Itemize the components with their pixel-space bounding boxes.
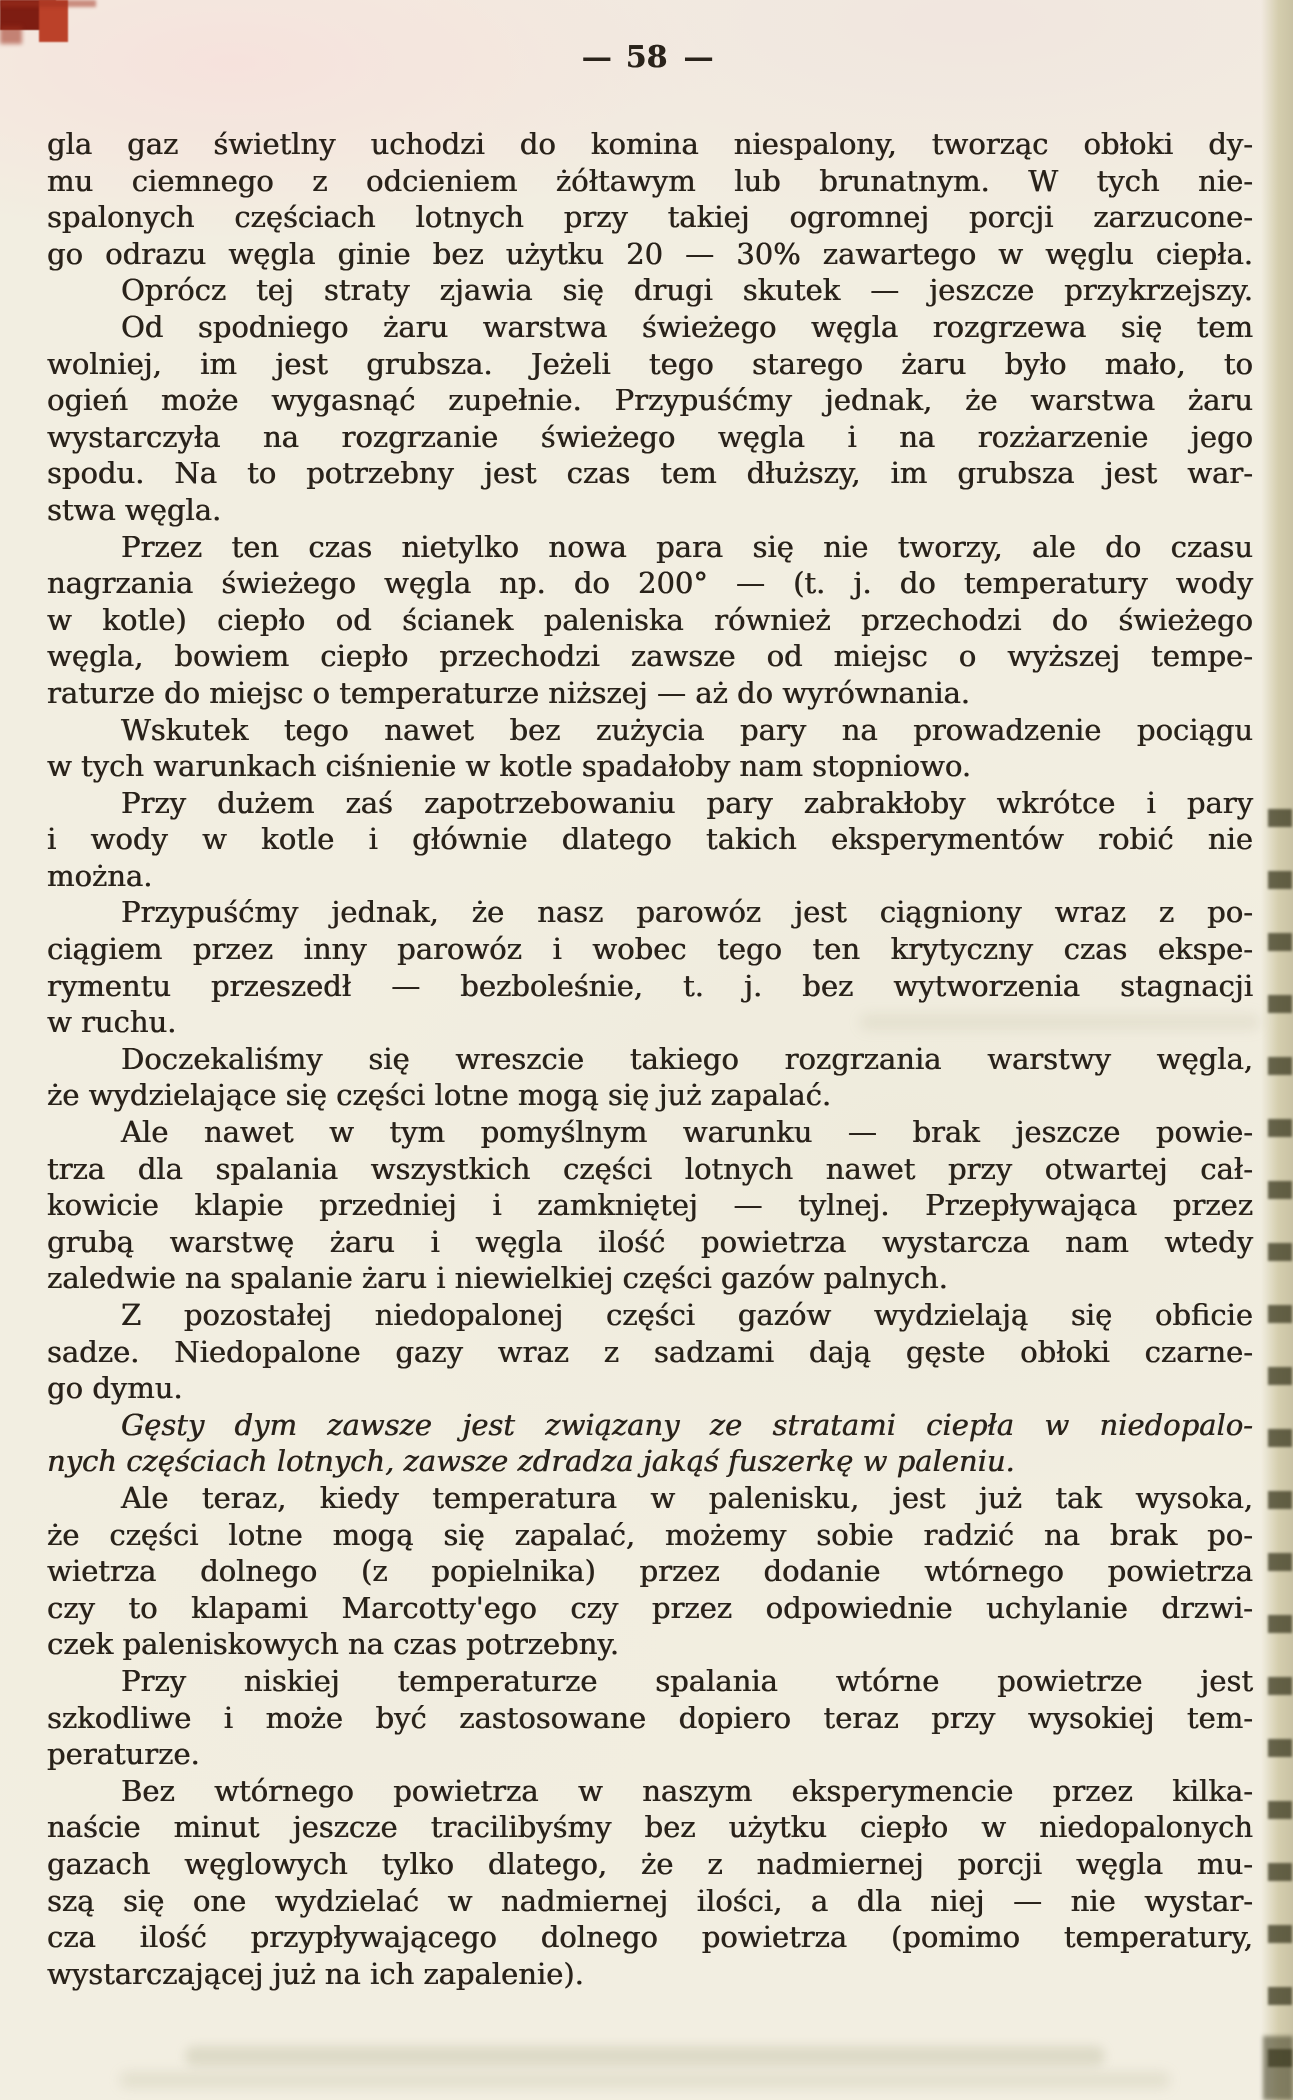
- text-line: nagrzania świeżego węgla np. do 200° — (t. j. do temperatury wody: [47, 566, 1253, 601]
- page-edge-bottom-shadow: [1263, 2036, 1293, 2100]
- text-line: w tych warunkach ciśnienie w kotle spadałoby nam stopniowo.: [47, 749, 972, 784]
- text-line: mu ciemnego z odcieniem żółtawym lub brunatnym. W tych nie-: [47, 163, 1253, 198]
- text-line: naście minut jeszcze tracilibyśmy bez użytku ciepło w niedopalonych: [47, 1810, 1253, 1845]
- text-line: rymentu przeszedł — bezboleśnie, t. j. bez wytworzenia stagnacji: [47, 968, 1253, 1003]
- text-line: gazach węglowych tylko dlatego, że z nadmiernej porcji węgla mu-: [47, 1846, 1253, 1881]
- text-line: Przy dużem zaś zapotrzebowaniu pary zabrakłoby wkrótce i pary: [121, 785, 1253, 820]
- text-line: grubą warstwę żaru i węgla ilość powietrza wystarcza nam wtedy: [47, 1224, 1253, 1259]
- text-line: Ale teraz, kiedy temperatura w palenisku, jest już tak wysoka,: [121, 1480, 1253, 1515]
- bleed-through-smudge: [185, 2046, 1105, 2066]
- text-line: można.: [47, 858, 153, 893]
- text-line: Od spodniego żaru warstwa świeżego węgla rozgrzewa się tem: [121, 309, 1253, 344]
- text-line: sadze. Niedopalone gazy wraz z sadzami dają gęste obłoki czarne-: [47, 1334, 1253, 1369]
- text-line: Doczekaliśmy się wreszcie takiego rozgrzania warstwy węgla,: [121, 1041, 1253, 1076]
- page-number-left-dash: —: [581, 40, 610, 75]
- text-line: czy to klapami Marcotty'ego czy przez odpowiednie uchylanie drzwi-: [47, 1590, 1253, 1625]
- text-line: spalonych częściach lotnych przy takiej ogromnej porcji zarzucone-: [47, 200, 1253, 235]
- page-edge-binding-marks: [1268, 765, 1292, 2100]
- text-line: w ruchu.: [47, 1005, 177, 1040]
- text-line: Przy niskiej temperaturze spalania wtórne powietrze jest: [121, 1663, 1253, 1698]
- text-line: wietrza dolnego (z popielnika) przez dodanie wtórnego powietrza: [47, 1554, 1253, 1589]
- text-line: wolniej, im jest grubsza. Jeżeli tego starego żaru było mało, to: [47, 346, 1253, 381]
- text-line: go odrazu węgla ginie bez użytku 20 — 30% zawartego w węglu ciepła.: [47, 236, 1253, 271]
- text-line: szą się one wydzielać w nadmiernej ilości, a dla niej — nie wystar-: [47, 1883, 1253, 1918]
- text-line: że części lotne mogą się zapalać, możemy sobie radzić na brak po-: [47, 1517, 1253, 1552]
- text-line: spodu. Na to potrzebny jest czas tem dłuższy, im grubsza jest war-: [47, 456, 1253, 491]
- text-line: węgla, bowiem ciepło przechodzi zawsze od miejsc o wyższej tempe-: [47, 639, 1253, 674]
- text-line: kowicie klapie przedniej i zamkniętej — tylnej. Przepływająca przez: [47, 1188, 1253, 1223]
- page-number-right-dash: —: [683, 40, 712, 75]
- text-line: cza ilość przypływającego dolnego powietrza (pomimo temperatury,: [47, 1920, 1253, 1955]
- text-line: gla gaz świetlny uchodzi do komina niespalony, tworząc obłoki dy-: [47, 127, 1253, 161]
- text-line: ogień może wygasnąć zupełnie. Przypuśćmy jednak, że warstwa żaru: [47, 383, 1253, 418]
- text-line: ciągiem przez inny parowóz i wobec tego ten krytyczny czas ekspe-: [47, 932, 1253, 967]
- text-line: Przypuśćmy jednak, że nasz parowóz jest ciągniony wraz z po-: [121, 895, 1253, 930]
- text-line: w kotle) ciepło od ścianek paleniska również przechodzi do świeżego: [47, 602, 1253, 637]
- text-line: stwa węgla.: [47, 492, 222, 527]
- text-line: szkodliwe i może być zastosowane dopiero teraz przy wysokiej tem-: [47, 1700, 1253, 1735]
- text-line: trza dla spalania wszystkich części lotnych nawet przy otwartej cał-: [47, 1151, 1253, 1186]
- text-line: Ale nawet w tym pomyślnym warunku — brak jeszcze powie-: [121, 1115, 1253, 1150]
- text-line: Przez ten czas nietylko nowa para się nie tworzy, ale do czasu: [121, 529, 1253, 564]
- text-line: wystarczającej już na ich zapalenie).: [47, 1956, 584, 1991]
- text-line: Gęsty dym zawsze jest związany ze stratami ciepła w niedopalo-: [121, 1407, 1253, 1442]
- text-line: go dymu.: [47, 1371, 183, 1406]
- page-number-header: [0, 40, 1293, 75]
- bleed-through-smudge: [120, 2072, 1170, 2088]
- text-column: [47, 126, 1253, 1992]
- text-line: Oprócz tej straty zjawia się drugi skutek — jeszcze przykrzejszy.: [121, 273, 1253, 308]
- text-line: i wody w kotle i głównie dlatego takich eksperymentów robić nie: [47, 822, 1253, 857]
- text-line: Wskutek tego nawet bez zużycia pary na prowadzenie pociągu: [121, 712, 1253, 747]
- text-line: peraturze.: [47, 1737, 200, 1772]
- text-line: Z pozostałej niedopalonej części gazów wydzielają się obficie: [121, 1298, 1253, 1332]
- text-line: Bez wtórnego powietrza w naszym eksperymencie przez kilka-: [121, 1773, 1253, 1808]
- text-line: zaledwie na spalanie żaru i niewielkiej części gazów palnych.: [47, 1261, 948, 1296]
- text-line: że wydzielające się części lotne mogą się już zapalać.: [47, 1078, 832, 1113]
- page-number: 58: [625, 40, 668, 75]
- text-line: nych częściach lotnych, zawsze zdradza jakąś fuszerkę w paleniu.: [47, 1444, 1015, 1479]
- top-edge-red-streak: [0, 0, 96, 7]
- text-line: czek paleniskowych na czas potrzebny.: [47, 1627, 620, 1662]
- text-line: raturze do miejsc o temperaturze niższej — aż do wyrównania.: [47, 675, 971, 710]
- text-line: wystarczyła na rozgrzanie świeżego węgla i na rozżarzenie jego: [47, 419, 1253, 454]
